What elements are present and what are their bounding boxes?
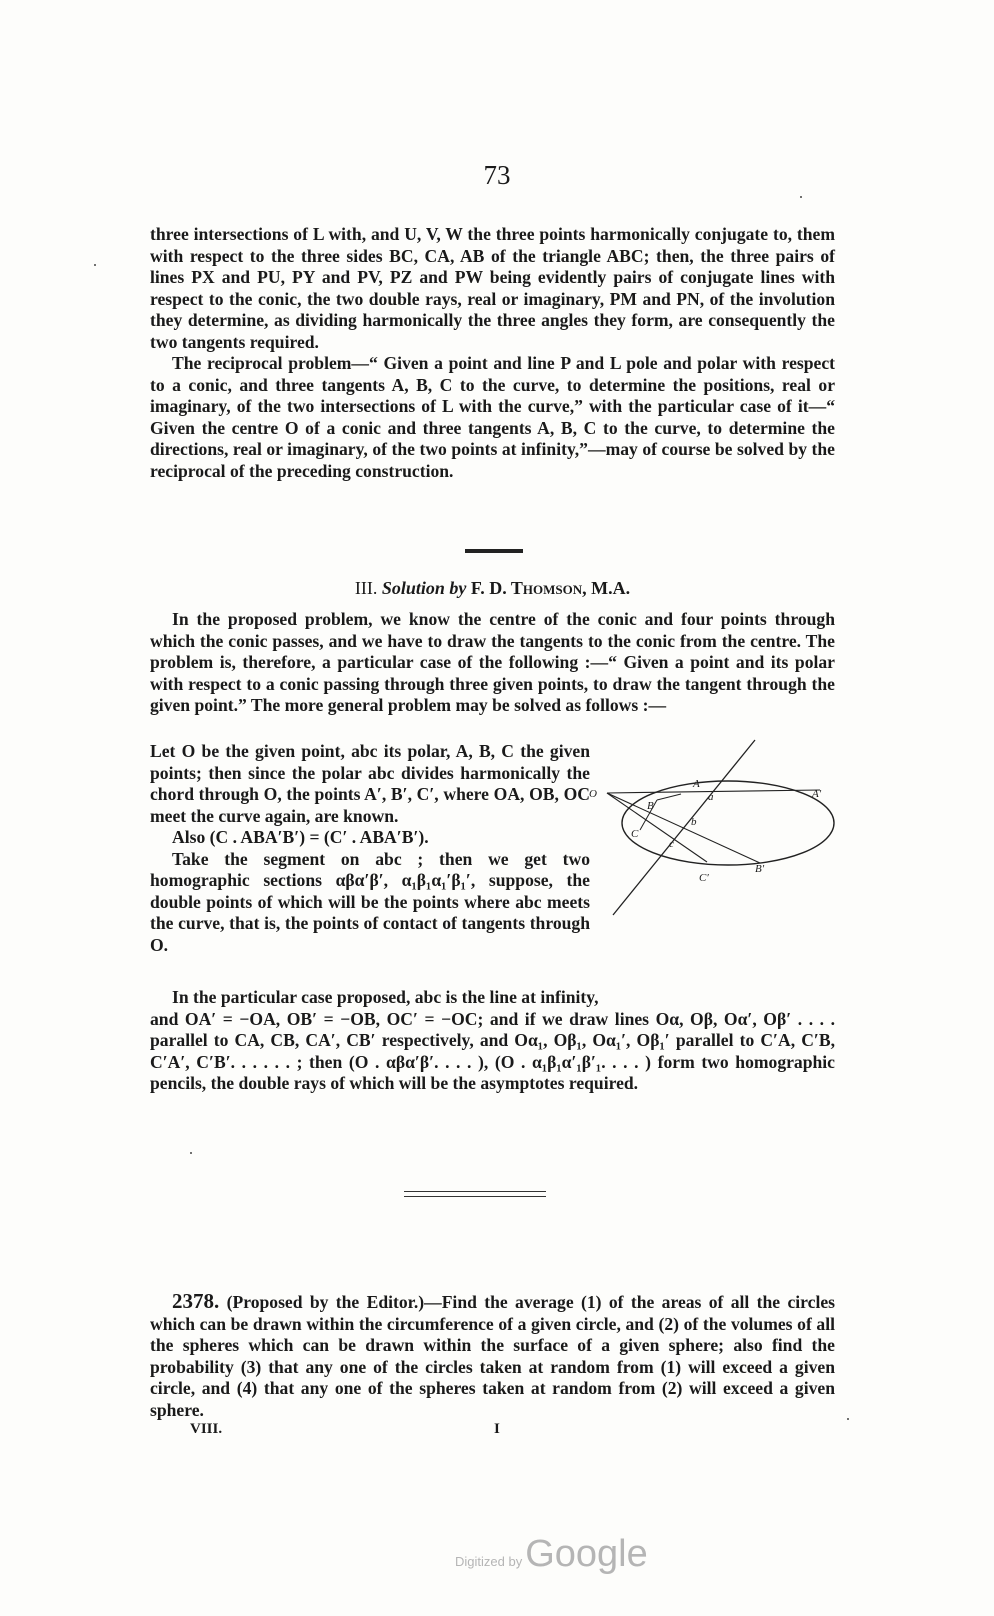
label-C: C <box>631 828 639 840</box>
label-b: b <box>691 816 697 828</box>
label-C-prime: C′ <box>699 872 709 884</box>
solution-intro <box>150 609 835 717</box>
scan-speck <box>94 264 96 266</box>
label-A: A <box>693 778 700 790</box>
conic-ellipse <box>622 781 834 865</box>
solution-construction <box>150 741 590 956</box>
author-name: F. D. Thomson, M.A. <box>470 578 631 598</box>
conic-figure <box>589 735 840 940</box>
label-B-prime: B′ <box>755 863 765 875</box>
section-divider <box>465 549 523 553</box>
problem-number: 2378. <box>172 1289 220 1313</box>
label-c: c <box>669 838 674 850</box>
line-OB <box>607 793 760 863</box>
label-O: O <box>589 788 597 800</box>
scan-speck <box>800 196 802 198</box>
sheet-mark: I <box>494 1421 500 1437</box>
watermark-prefix: Digitized by <box>455 1554 523 1569</box>
paragraph-given-point: Let O be the given point, abc its polar, A, B, C the given points; then since the polar abc divides harmonically the chord through O, the points A′, B′, C′, where OA, OB, OC meet the curve again, are known. <box>150 741 590 826</box>
watermark-brand: Google <box>525 1533 648 1575</box>
paragraph-cross-ratio: Also (C . ABA′B′) = (C′ . ABA′B′). <box>172 827 429 847</box>
signature-mark: VIII. <box>190 1421 223 1437</box>
double-rule <box>404 1191 546 1201</box>
solution-particular-case <box>150 987 835 1095</box>
scan-speck <box>847 1418 849 1420</box>
paragraph-proposed-problem: In the proposed problem, we know the centre of the conic and four points through which the conic passes, and we have to draw the tangents to the conic from the centre. The problem is, therefore, a particular case of the following :—“ Given a point and its polar with respect to a conic passing through three given points, to draw the tangent through the given point.” The more general problem may be solved as follows :— <box>150 609 835 715</box>
label-A-prime: A′ <box>812 788 822 800</box>
solution-heading <box>150 578 835 599</box>
paragraph-conjugate-lines: three intersections of L with, and U, V, W the three points harmonically conjugate to, them with respect to the three sides BC, CA, AB of the triangle ABC; then, the three pairs of lines PX and PU, PY and PV, PZ and PW being evidently pairs of conjugate lines with respect to the conic, the two double rays, real or imaginary, PM and PN, of the involution they determine, as dividing harmonically the three angles they form, are consequently the two tangents required. <box>150 224 835 352</box>
label-B: B <box>647 800 654 812</box>
paragraph-homographic-sections: Take the segment on abc ; then we get two homographic sections αβα′β′, α₁β₁α₁′β₁′, suppose, the double points of which will be the points where abc meets the curve, that is, the points of contact of tangents through O. <box>150 848 590 955</box>
solution-by-label: Solution by <box>381 578 467 598</box>
paragraph-reciprocal-problem: The reciprocal problem—“ Given a point and line P and L pole and polar with respect to a conic, and three tangents A, B, C to the curve, to determine the positions, real or imaginary, of the two intersections of L with the curve,” with the particular case of it—“ Given the centre O of a conic and three tangents A, B, C to the curve, to determine the directions, real or imaginary, of the two points at infinity,”—may of course be solved by the reciprocal of the preceding construction. <box>150 353 835 481</box>
continued-solution <box>150 224 835 482</box>
google-watermark <box>455 1533 648 1576</box>
problem-text: (Proposed by the Editor.)—Find the average (1) of the areas of all the circles which can be drawn within the circumference of a given circle, and (2) of the volumes of all the spheres which can be drawn within the surface of a given sphere; also find the probability (3) that any one of the circles taken at random from (1) will exceed a given circle, and (4) that any one of the spheres taken at random from (2) will exceed a given sphere. <box>150 1292 835 1420</box>
label-a: a <box>708 791 714 803</box>
paragraph-line-at-infinity: In the particular case proposed, abc is the line at infinity, <box>172 987 599 1007</box>
page-number: 73 <box>483 160 511 190</box>
chord-BA <box>657 794 681 800</box>
problem-2378 <box>150 1291 835 1421</box>
paragraph-asymptotes: and OA′ = −OA, OB′ = −OB, OC′ = −OC; and if we draw lines Oα, Oβ, Oα′, Oβ′ . . . . parallel to CA, CB, CA′, CB′ respectively, and Oα₁, Oβ₁, Oα₁′, Oβ₁′ parallel to C′A, C′B, C′A′, C′B′. . . . . . ; then (O . αβα′β′. . . . ), (O . α₁β₁α′₁β′₁. . . . ) form two homographic pencils, the double rays of which will be the asymptotes required. <box>150 1008 835 1093</box>
scan-speck <box>190 1152 192 1154</box>
solution-number: III. <box>354 578 378 598</box>
